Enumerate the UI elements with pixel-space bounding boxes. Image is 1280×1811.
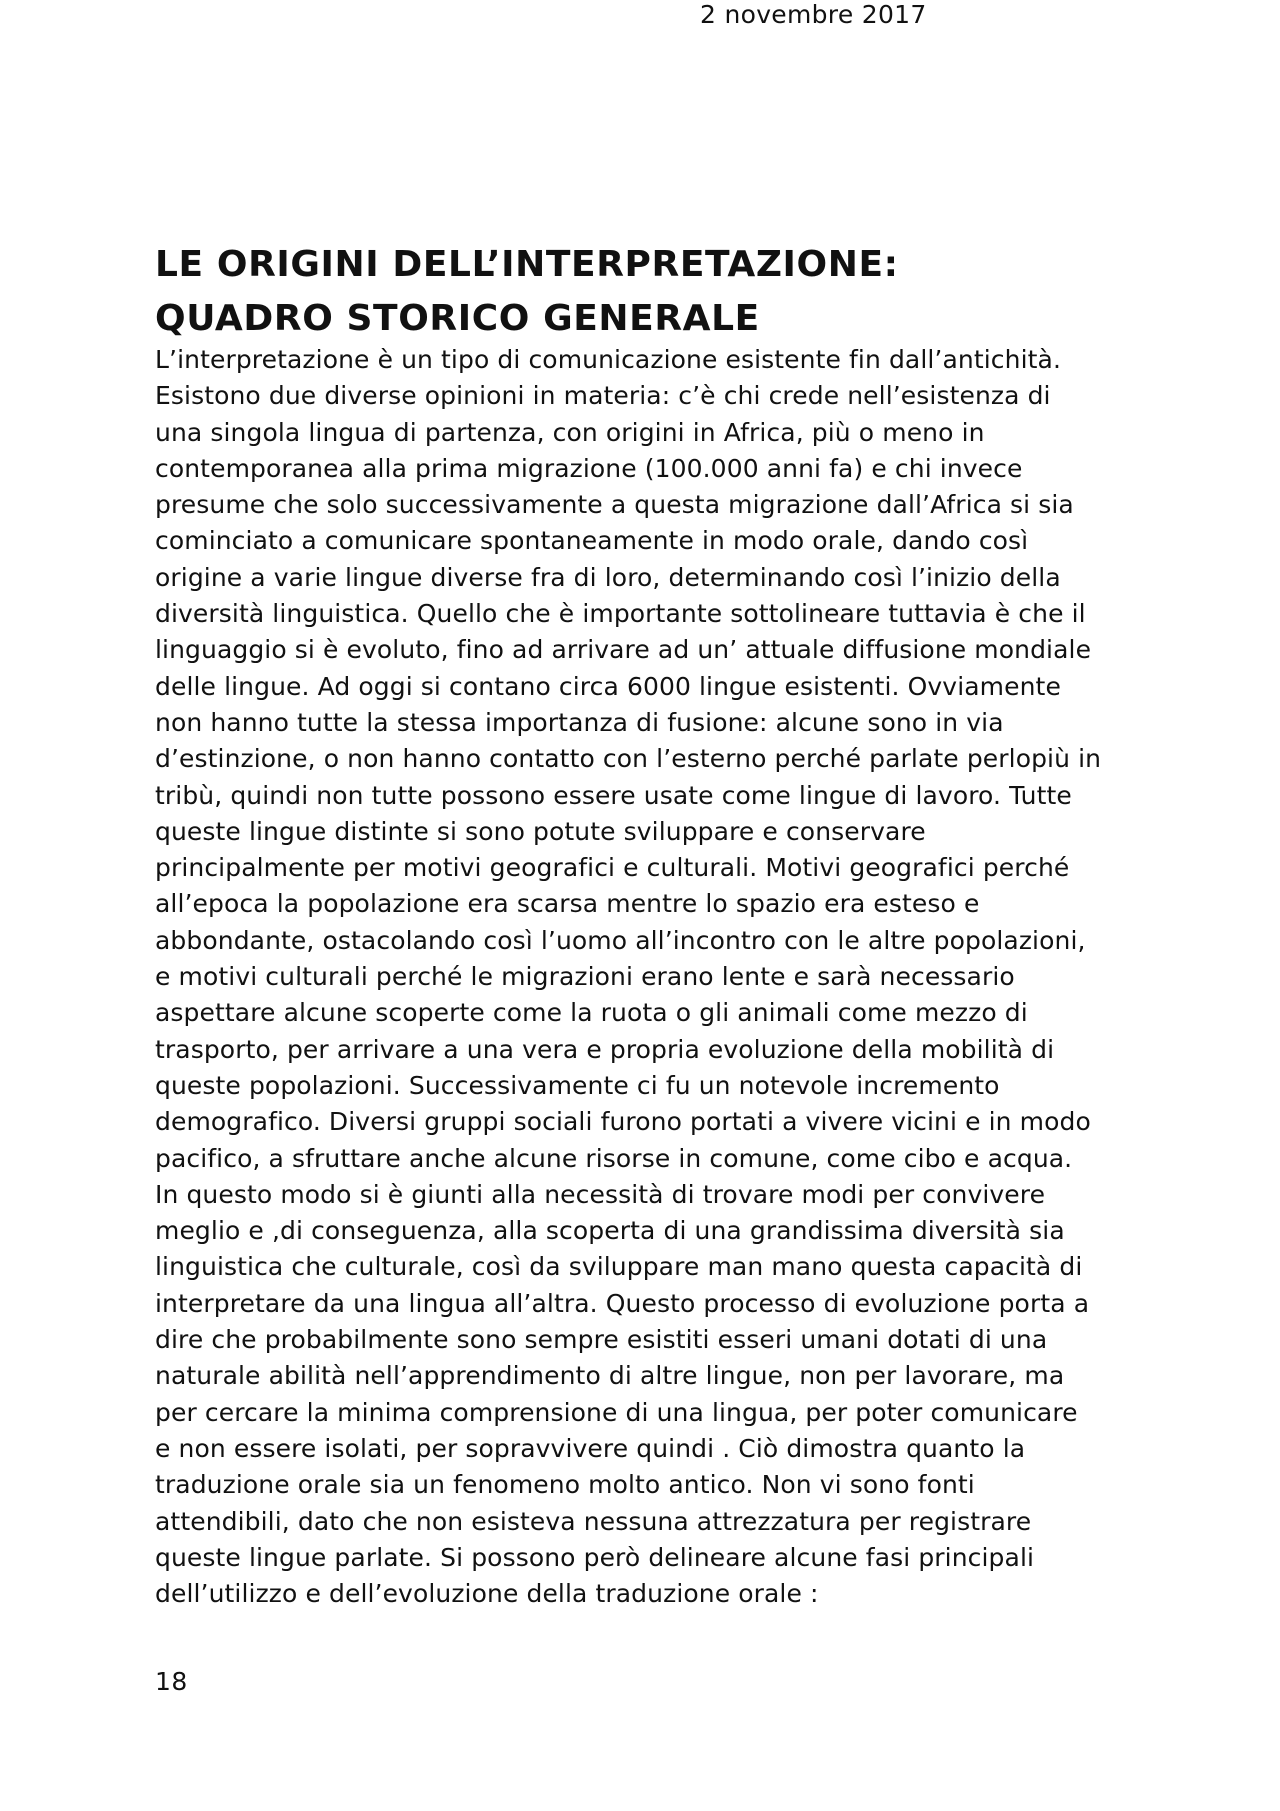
text-line: diversità linguistica. Quello che è importante sottolineare tuttavia è che il [155,599,1086,629]
text-line: delle lingue. Ad oggi si contano circa 6000 lingue esistenti. Ovviamente [155,671,1061,701]
text-line: interpretare da una lingua all’altra. Questo processo di evoluzione porta a [155,1288,1090,1318]
text-line: presume che solo successivamente a questa migrazione dall’Africa si sia [155,490,1074,520]
body-paragraph [155,342,1165,1612]
text-line: origine a varie lingue diverse fra di loro, determinando così l’inizio della [155,562,1061,592]
text-line: queste popolazioni. Successivamente ci fu un notevole incremento [155,1070,1000,1100]
text-line: contemporanea alla prima migrazione (100.000 anni fa) e chi invece [155,453,1023,483]
header-date: 2 novembre 2017 [700,0,927,29]
text-line: e non essere isolati, per sopravvivere quindi . Ciò dimostra quanto la [155,1433,1026,1463]
text-line: queste lingue distinte si sono potute sviluppare e conservare [155,816,926,846]
chapter-title [155,238,1155,346]
text-line: linguistica che culturale, così da sviluppare man mano questa capacità di [155,1252,1083,1282]
text-line: aspettare alcune scoperte come la ruota o gli animali come mezzo di [155,998,1028,1028]
text-line: una singola lingua di partenza, con origini in Africa, più o meno in [155,417,985,447]
text-line: L’interpretazione è un tipo di comunicazione esistente fin dall’antichità. [155,345,1061,374]
text-line: traduzione orale sia un fenomeno molto antico. Non vi sono fonti [155,1470,975,1500]
text-line: dell’utilizzo e dell’evoluzione della traduzione orale : [155,1579,819,1609]
chapter-title-line: LE ORIGINI DELL’INTERPRETAZIONE: [155,244,899,285]
page-number: 18 [155,1667,188,1696]
text-line: pacifico, a sfruttare anche alcune risorse in comune, come cibo e acqua. [155,1143,1073,1173]
text-line: attendibili, dato che non esisteva nessuna attrezzatura per registrare [155,1506,1032,1536]
text-line: In questo modo si è giunti alla necessità di trovare modi per convivere [155,1179,1046,1209]
text-line: abbondante, ostacolando così l’uomo all’incontro con le altre popolazioni, [155,925,1086,955]
text-line: naturale abilità nell’apprendimento di altre lingue, non per lavorare, ma [155,1361,1065,1391]
text-line: per cercare la minima comprensione di una lingua, per poter comunicare [155,1397,1078,1427]
text-line: principalmente per motivi geografici e culturali. Motivi geografici perché [155,853,1070,883]
text-line: meglio e ,di conseguenza, alla scoperta di una grandissima diversità sia [155,1216,1065,1246]
text-line: non hanno tutte la stessa importanza di fusione: alcune sono in via [155,707,1004,737]
text-line: dire che probabilmente sono sempre esistiti esseri umani dotati di una [155,1325,1048,1355]
text-line: demografico. Diversi gruppi sociali furono portati a vivere vicini e in modo [155,1107,1091,1137]
text-line: e motivi culturali perché le migrazioni erano lente e sarà necessario [155,962,1015,992]
text-line: linguaggio si è evoluto, fino ad arrivare ad un’ attuale diffusione mondiale [155,635,1092,665]
text-line: all’epoca la popolazione era scarsa mentre lo spazio era esteso e [155,889,980,919]
text-line: trasporto, per arrivare a una vera e propria evoluzione della mobilità di [155,1034,1055,1064]
text-line: Esistono due diverse opinioni in materia: c’è chi crede nell’esistenza di [155,381,1051,411]
text-line: d’estinzione, o non hanno contatto con l’esterno perché parlate perlopiù in [155,744,1102,774]
text-line: tribù, quindi non tutte possono essere usate come lingue di lavoro. Tutte [155,780,1072,810]
chapter-title-line: QUADRO STORICO GENERALE [155,298,760,339]
text-line: queste lingue parlate. Si possono però delineare alcune fasi principali [155,1542,1035,1572]
text-line: cominciato a comunicare spontaneamente in modo orale, dando così [155,526,1029,556]
